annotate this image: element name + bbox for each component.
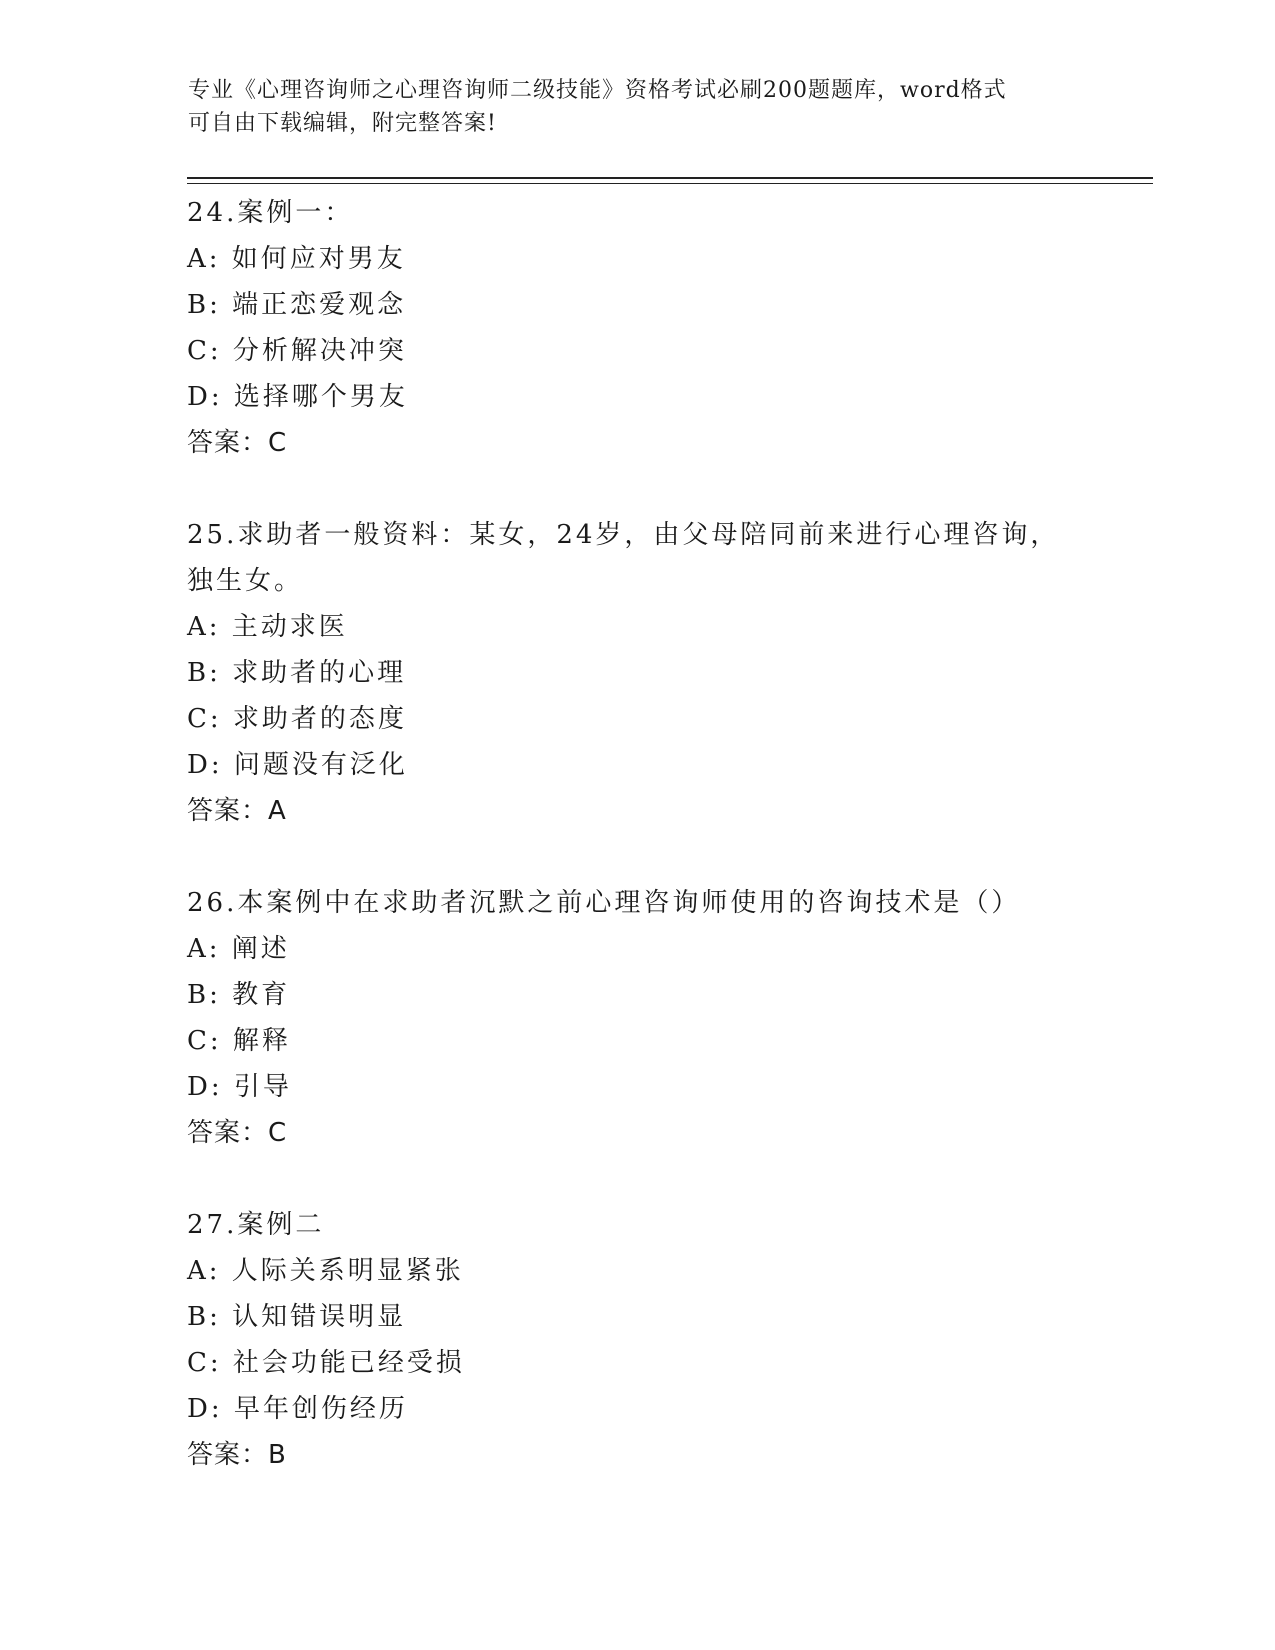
header-rule-thin: [187, 183, 1153, 184]
option-c: C: 社会功能已经受损: [187, 1348, 465, 1378]
option-c: C: 解释: [187, 1026, 291, 1056]
question-25: [187, 512, 1107, 834]
option-d: D: 问题没有泛化: [187, 750, 408, 780]
document-header: [188, 74, 1088, 140]
question-stem: 25.求助者一般资料：某女，24岁，由父母陪同前来进行心理咨询，独生女。: [187, 520, 1060, 596]
answer-line: 答案：C: [187, 1118, 288, 1148]
answer-line: 答案：C: [187, 428, 288, 458]
option-c: C: 求助者的态度: [187, 704, 407, 734]
question-27: [187, 1202, 1107, 1478]
option-d: D: 早年创伤经历: [187, 1394, 408, 1424]
answer-line: 答案：B: [187, 1440, 287, 1470]
question-list: [187, 190, 1107, 1524]
option-b: B: 端正恋爱观念: [187, 290, 407, 320]
answer-line: 答案：A: [187, 796, 287, 826]
option-b: B: 求助者的心理: [187, 658, 407, 688]
header-line-2: 可自由下载编辑，附完整答案!: [188, 111, 497, 136]
option-a: A: 阐述: [187, 934, 290, 964]
option-b: B: 教育: [187, 980, 291, 1010]
option-d: D: 引导: [187, 1072, 292, 1102]
question-24: [187, 190, 1107, 466]
option-c: C: 分析解决冲突: [187, 336, 407, 366]
option-d: D: 选择哪个男友: [187, 382, 408, 412]
option-a: A: 人际关系明显紧张: [187, 1256, 464, 1286]
question-stem: 24.案例一：: [187, 198, 354, 228]
question-26: [187, 880, 1107, 1156]
question-stem: 26.本案例中在求助者沉默之前心理咨询师使用的咨询技术是（）: [187, 888, 1021, 918]
option-a: A: 如何应对男友: [187, 244, 406, 274]
header-line-1: 专业《心理咨询师之心理咨询师二级技能》资格考试必刷200题题库，word格式: [188, 78, 1007, 103]
header-rule-thick: [187, 177, 1153, 179]
option-b: B: 认知错误明显: [187, 1302, 407, 1332]
option-a: A: 主动求医: [187, 612, 348, 642]
question-stem: 27.案例二: [187, 1210, 325, 1240]
